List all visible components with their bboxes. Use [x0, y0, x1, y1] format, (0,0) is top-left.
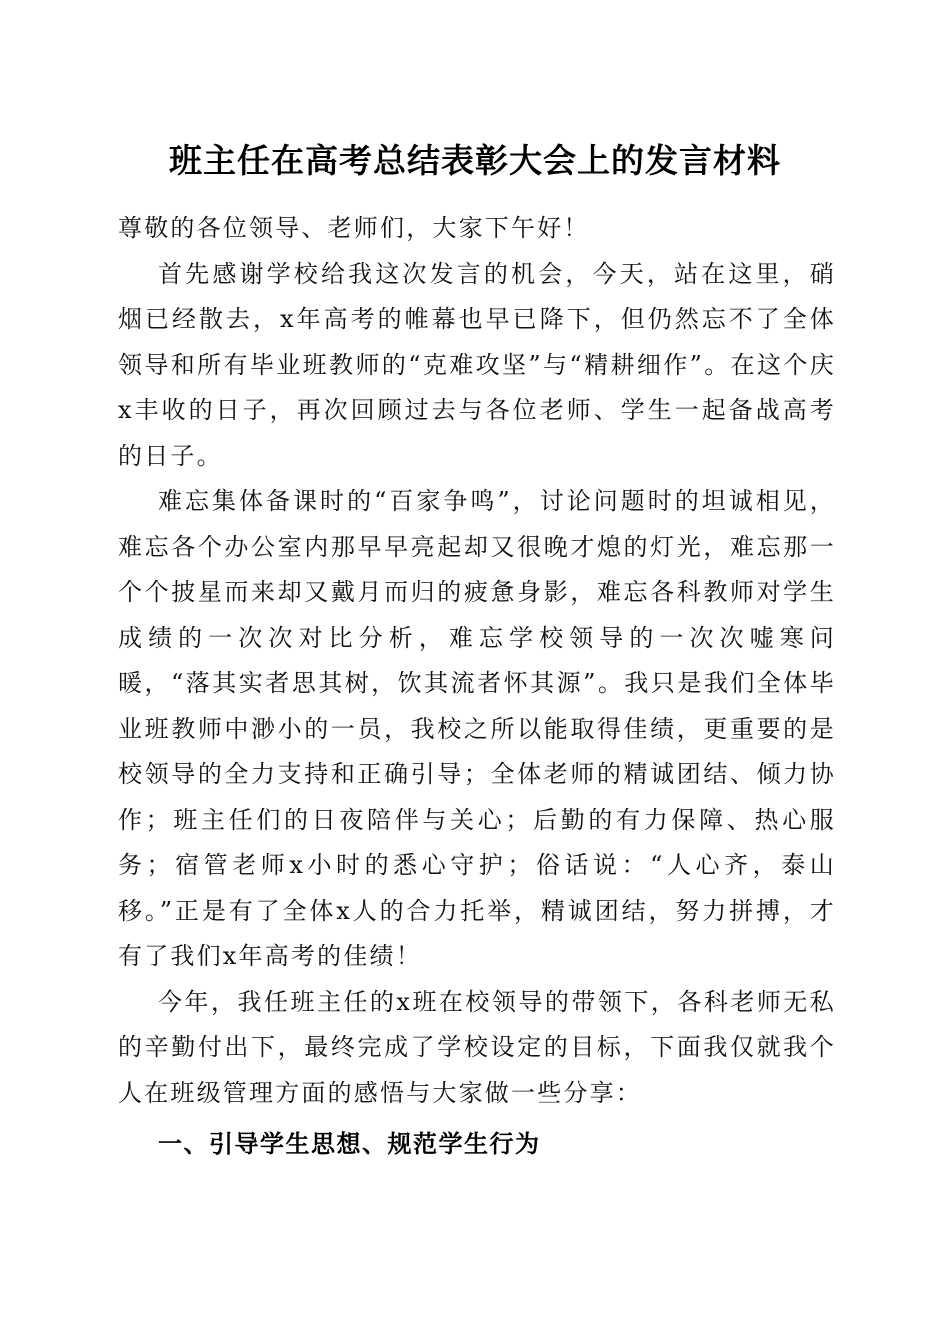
paragraph-3: 今年，我任班主任的x班在校领导的带领下，各科老师无私的辛勤付出下，最终完成了学校设定的目标，下面我仅就我个人在班级管理方面的感悟与大家做一些分享： [118, 987, 836, 1107]
greeting-paragraph: 尊敬的各位领导、老师们，大家下午好！ [118, 214, 590, 242]
paragraph-1: 首先感谢学校给我这次发言的机会，今天，站在这里，硝烟已经散去，x年高考的帷幕也早已降下，但仍然忘不了全体领导和所有毕业班教师的“克难攻坚”与“精耕细作”。在这个庆x丰收的日子，再次回顾过去与各位老师、学生一起备战高考的日子。 [118, 259, 836, 470]
section-heading: 一、引导学生思想、规范学生行为 [158, 1130, 541, 1158]
document-body [118, 206, 836, 1116]
paragraph-2: 难忘集体备课时的“百家争鸣”，讨论问题时的坦诚相见，难忘各个办公室内那早早亮起却又很晚才熄的灯光，难忘那一个个披星而来却又戴月而归的疲惫身影，难忘各科教师对学生成绩的一次次对比分析，难忘学校领导的一次次嘘寒问暖，“落其实者思其树，饮其流者怀其源”。我只是我们全体毕业班教师中渺小的一员，我校之所以能取得佳绩，更重要的是校领导的全力支持和正确引导；全体老师的精诚团结、倾力协作；班主任们的日夜陪伴与关心；后勤的有力保障、热心服务；宿管老师x小时的悉心守护；俗话说：“人心齐，泰山移。”正是有了全体x人的合力托举，精诚团结，努力拼搏，才有了我们x年高考的佳绩！ [118, 487, 836, 970]
document-title: 班主任在高考总结表彰大会上的发言材料 [169, 141, 781, 180]
